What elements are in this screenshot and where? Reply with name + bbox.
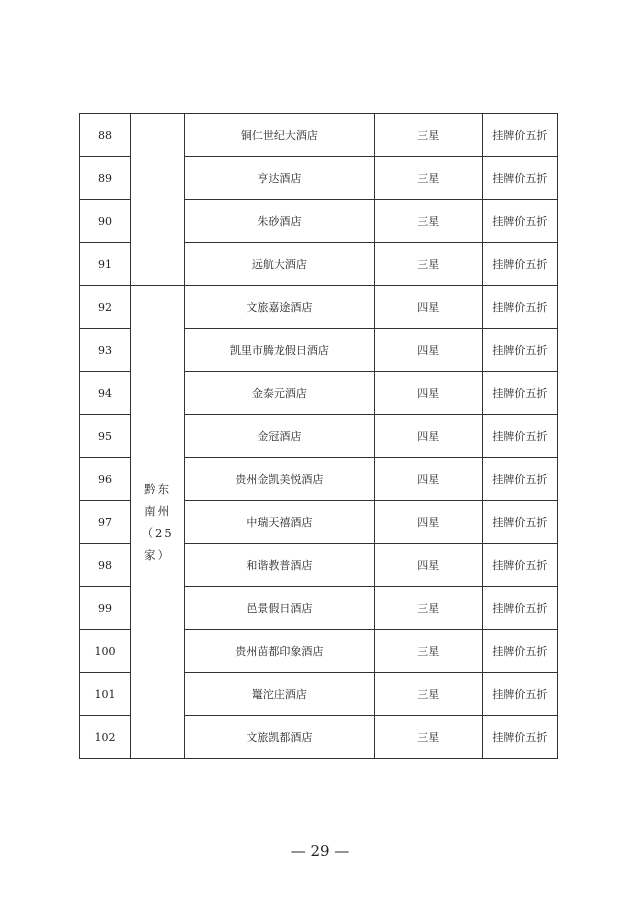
- discount-terms: 挂牌价五折: [482, 673, 557, 716]
- star-rating: 四星: [374, 329, 482, 372]
- star-rating: 四星: [374, 458, 482, 501]
- row-number: 102: [80, 716, 131, 759]
- hotel-name: 中瑞天禧酒店: [185, 501, 374, 544]
- row-number: 98: [80, 544, 131, 587]
- discount-terms: 挂牌价五折: [482, 243, 557, 286]
- discount-terms: 挂牌价五折: [482, 200, 557, 243]
- star-rating: 三星: [374, 157, 482, 200]
- hotel-name: 贵州苗都印象酒店: [185, 630, 374, 673]
- star-rating: 三星: [374, 587, 482, 630]
- hotel-name: 文旅凯都酒店: [185, 716, 374, 759]
- discount-terms: 挂牌价五折: [482, 458, 557, 501]
- star-rating: 四星: [374, 415, 482, 458]
- hotel-name: 朱砂酒店: [185, 200, 374, 243]
- row-number: 89: [80, 157, 131, 200]
- hotel-name: 鼍沱庄酒店: [185, 673, 374, 716]
- hotel-name: 金冠酒店: [185, 415, 374, 458]
- region-cell: [131, 286, 185, 759]
- discount-terms: 挂牌价五折: [482, 286, 557, 329]
- hotel-name: 贵州金凯美悦酒店: [185, 458, 374, 501]
- hotel-table: [79, 113, 558, 759]
- discount-terms: 挂牌价五折: [482, 587, 557, 630]
- discount-terms: 挂牌价五折: [482, 329, 557, 372]
- discount-terms: 挂牌价五折: [482, 630, 557, 673]
- discount-terms: 挂牌价五折: [482, 544, 557, 587]
- star-rating: 三星: [374, 716, 482, 759]
- table-row: [80, 114, 558, 157]
- row-number: 97: [80, 501, 131, 544]
- row-number: 101: [80, 673, 131, 716]
- row-number: 94: [80, 372, 131, 415]
- region-label: 黔东南州（25家）: [141, 482, 174, 562]
- row-number: 100: [80, 630, 131, 673]
- region-cell: [131, 114, 185, 286]
- hotel-name: 和谐教普酒店: [185, 544, 374, 587]
- row-number: 91: [80, 243, 131, 286]
- discount-terms: 挂牌价五折: [482, 415, 557, 458]
- star-rating: 四星: [374, 501, 482, 544]
- hotel-name: 远航大酒店: [185, 243, 374, 286]
- hotel-name: 文旅嘉途酒店: [185, 286, 374, 329]
- row-number: 95: [80, 415, 131, 458]
- row-number: 88: [80, 114, 131, 157]
- star-rating: 四星: [374, 544, 482, 587]
- star-rating: 四星: [374, 372, 482, 415]
- hotel-name: 凯里市腾龙假日酒店: [185, 329, 374, 372]
- discount-terms: 挂牌价五折: [482, 114, 557, 157]
- row-number: 92: [80, 286, 131, 329]
- discount-terms: 挂牌价五折: [482, 501, 557, 544]
- star-rating: 三星: [374, 243, 482, 286]
- row-number: 90: [80, 200, 131, 243]
- star-rating: 四星: [374, 286, 482, 329]
- star-rating: 三星: [374, 200, 482, 243]
- hotel-name: 邑景假日酒店: [185, 587, 374, 630]
- star-rating: 三星: [374, 673, 482, 716]
- hotel-table-body: [80, 114, 558, 759]
- star-rating: 三星: [374, 630, 482, 673]
- hotel-name: 亨达酒店: [185, 157, 374, 200]
- star-rating: 三星: [374, 114, 482, 157]
- table-row: [80, 286, 558, 329]
- discount-terms: 挂牌价五折: [482, 372, 557, 415]
- hotel-name: 金泰元酒店: [185, 372, 374, 415]
- row-number: 96: [80, 458, 131, 501]
- discount-terms: 挂牌价五折: [482, 716, 557, 759]
- page-number: — 29 —: [290, 842, 350, 860]
- hotel-name: 铜仁世纪大酒店: [185, 114, 374, 157]
- row-number: 99: [80, 587, 131, 630]
- discount-terms: 挂牌价五折: [482, 157, 557, 200]
- row-number: 93: [80, 329, 131, 372]
